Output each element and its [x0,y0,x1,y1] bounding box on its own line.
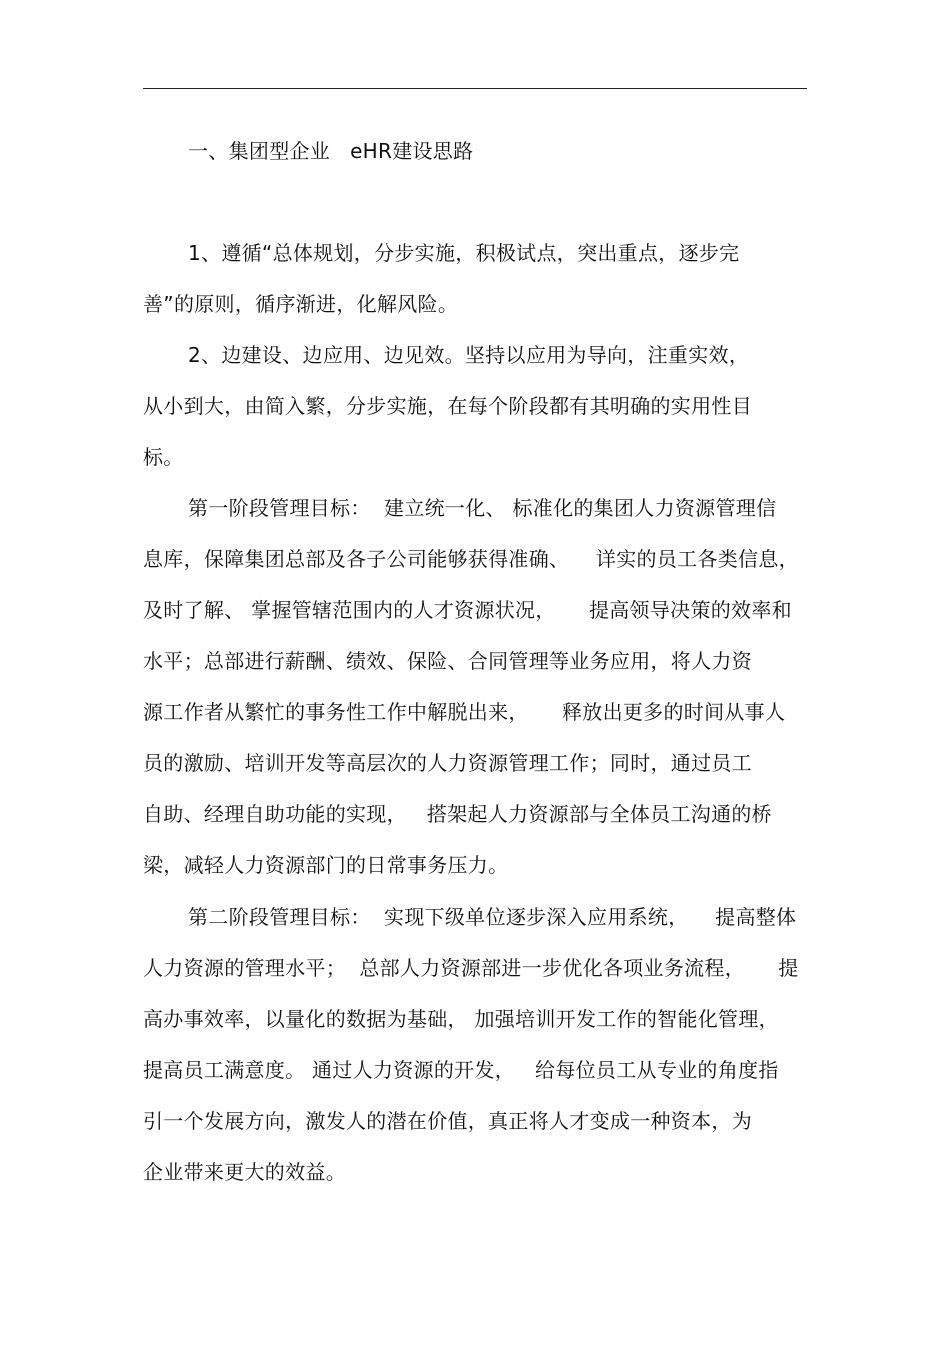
text-line: 提高员工满意度。 通过人力资源的开发， 给每位员工从专业的角度指 [143,1058,779,1082]
text-line: 人力资源的管理水平； 总部人力资源部进一步优化各项业务流程， 提 [143,956,799,980]
text-line: 1、遵循“总体规划，分步实施，积极试点，突出重点，逐步完 [188,241,740,265]
text-line: 水平；总部进行薪酬、绩效、保险、合同管理等业务应用，将人力资 [143,649,752,673]
text-line: 引一个发展方向，激发人的潜在价值，真正将人才变成一种资本，为 [143,1109,752,1133]
text-line: 息库，保障集团总部及各子公司能够获得准确、 详实的员工各类信息， [143,547,799,571]
text-line: 第一阶段管理目标： 建立统一化、 标准化的集团人力资源管理信 [188,496,777,520]
text-line: 梁，减轻人力资源部门的日常事务压力。 [143,853,509,877]
text-line: 企业带来更大的效益。 [143,1160,346,1184]
text-line: 源工作者从繁忙的事务性工作中解脱出来， 释放出更多的时间从事人 [143,700,786,724]
text-line: 第二阶段管理目标： 实现下级单位逐步深入应用系统， 提高整体 [188,905,797,929]
text-line: 2、边建设、边应用、边见效。坚持以应用为导向，注重实效， [188,343,750,367]
header-rule [143,88,807,89]
text-line: 员的激励、培训开发等高层次的人力资源管理工作；同时，通过员工 [143,751,752,775]
text-line: 从小到大，由简入繁，分步实施，在每个阶段都有其明确的实用性目 [143,394,752,418]
text-line: 标。 [143,445,184,469]
text-line: 自助、经理自助功能的实现， 搭架起人力资源部与全体员工沟通的桥 [143,802,772,826]
text-line: 高办事效率，以量化的数据为基础， 加强培训开发工作的智能化管理， [143,1007,779,1031]
section-heading: 一、集团型企业 eHR建设思路 [188,139,474,163]
text-line: 善”的原则，循序渐进，化解风险。 [143,292,459,316]
text-line: 及时了解、 掌握管辖范围内的人才资源状况， 提高领导决策的效率和 [143,598,792,622]
